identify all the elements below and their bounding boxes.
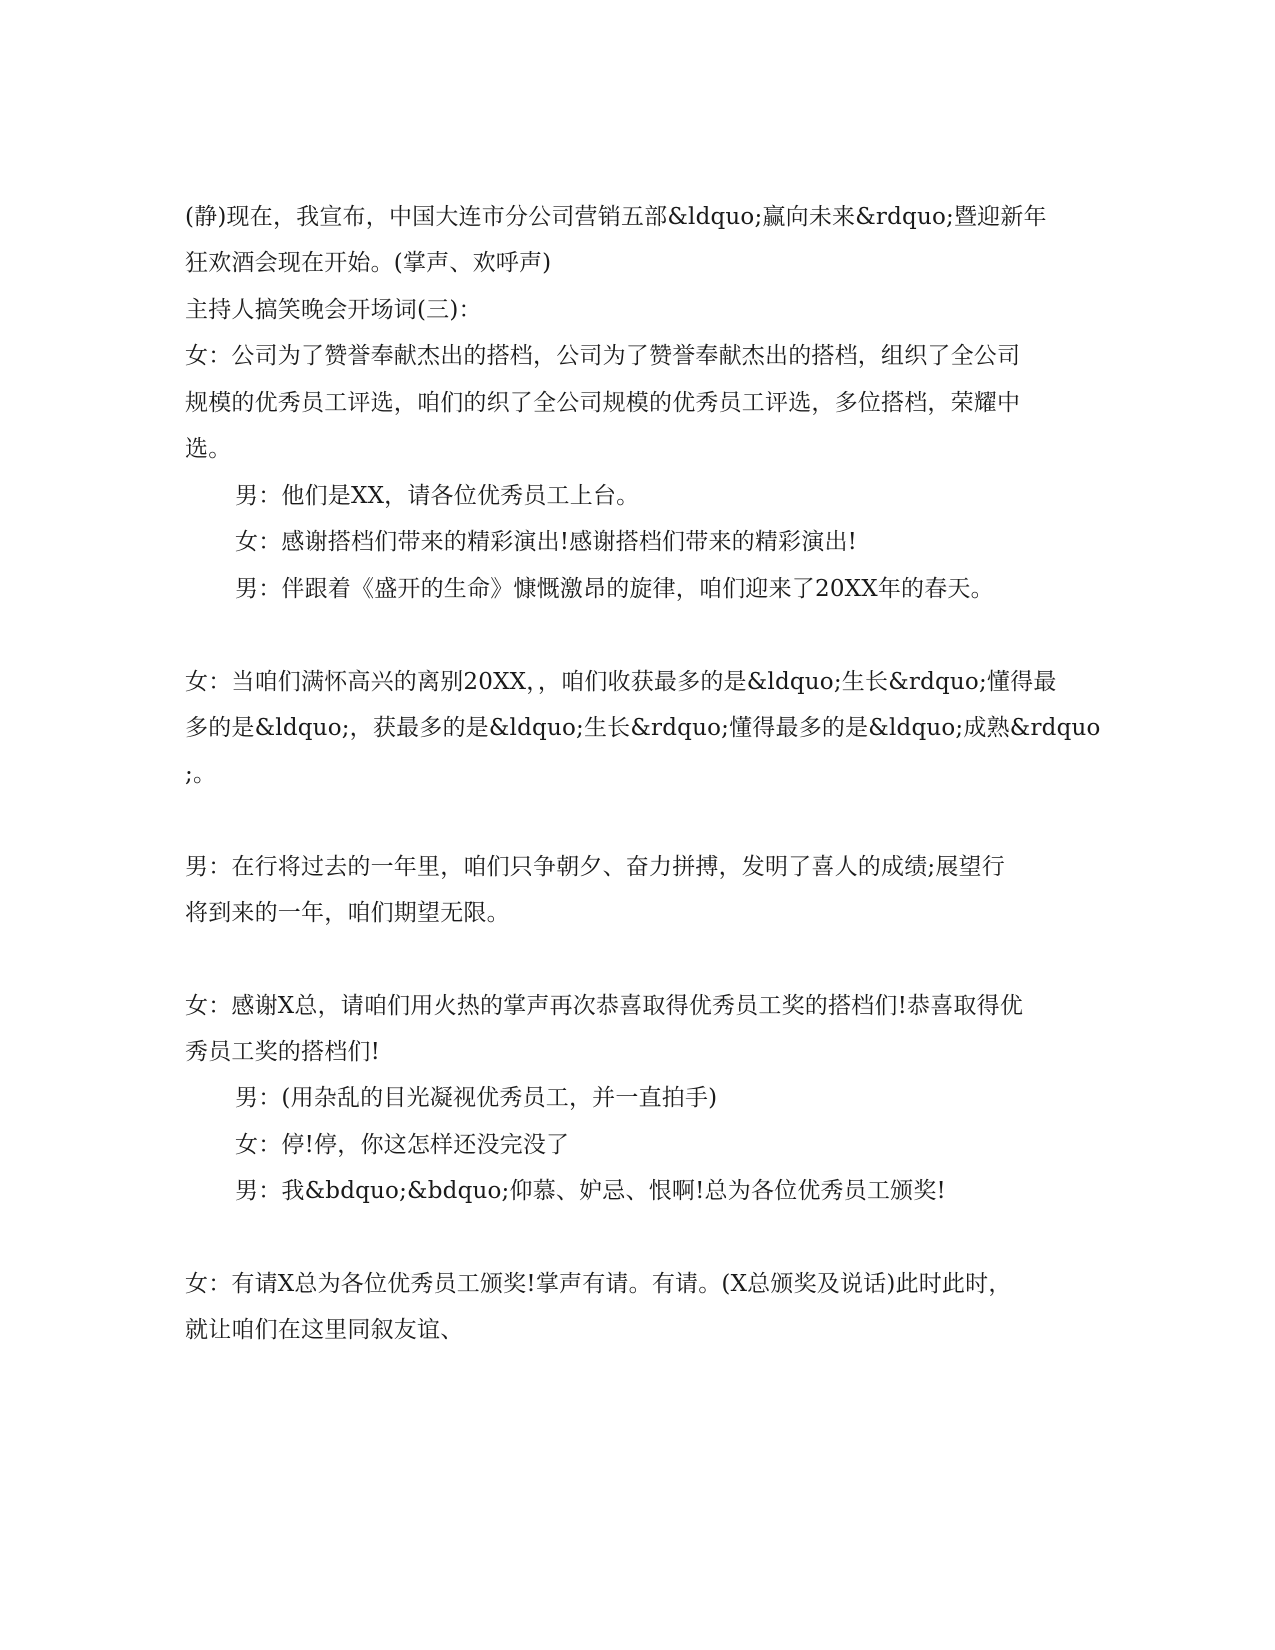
text-line: 秀员工奖的搭档们! [185, 1039, 381, 1065]
text-line: 男：他们是XX，请各位优秀员工上台。 [235, 483, 640, 509]
text-line: 多的是&ldquo;，获最多的是&ldquo;生长&rdquo;懂得最多的是&ldquo;成熟&rdquo [185, 715, 1101, 741]
text-line: 主持人搞笑晚会开场词(三)： [185, 297, 482, 323]
text-line: 狂欢酒会现在开始。(掌声、欢呼声) [185, 250, 552, 276]
text-line: 男：我&bdquo;&bdquo;仰慕、妒忌、恨啊!总为各位优秀员工颁奖! [235, 1178, 946, 1204]
text-line: 选。 [185, 436, 232, 462]
text-line: 男：在行将过去的一年里，咱们只争朝夕、奋力拼搏，发明了喜人的成绩;展望行 [185, 854, 1005, 880]
text-line: 女：公司为了赞誉奉献杰出的搭档，公司为了赞誉奉献杰出的搭档，组织了全公司 [185, 343, 1021, 369]
text-line: 男：伴跟着《盛开的生命》慷慨激昂的旋律，咱们迎来了20XX年的春天。 [235, 576, 994, 602]
text-line: 将到来的一年，咱们期望无限。 [185, 900, 510, 926]
text-line: 女：感谢搭档们带来的精彩演出!感谢搭档们带来的精彩演出! [235, 529, 858, 555]
text-line: 女：当咱们满怀高兴的离别20XX，，咱们收获最多的是&ldquo;生长&rdquo;懂得最 [185, 669, 1057, 695]
text-line: 女：有请X总为各位优秀员工颁奖!掌声有请。有请。(X总颁奖及说话)此时此时， [185, 1271, 1012, 1297]
text-line: ;。 [185, 761, 217, 787]
text-line: 女：感谢X总，请咱们用火热的掌声再次恭喜取得优秀员工奖的搭档们!恭喜取得优 [185, 993, 1024, 1019]
text-line: 女：停!停，你这怎样还没完没了 [235, 1132, 570, 1158]
text-line: (静)现在，我宣布，中国大连市分公司营销五部&ldquo;赢向未来&rdquo;暨迎新年 [185, 204, 1047, 230]
text-line: 男：(用杂乱的目光凝视优秀员工，并一直拍手) [235, 1085, 718, 1111]
text-line: 就让咱们在这里同叙友谊、 [185, 1317, 464, 1343]
text-line: 规模的优秀员工评选，咱们的织了全公司规模的优秀员工评选，多位搭档，荣耀中 [185, 390, 1021, 416]
